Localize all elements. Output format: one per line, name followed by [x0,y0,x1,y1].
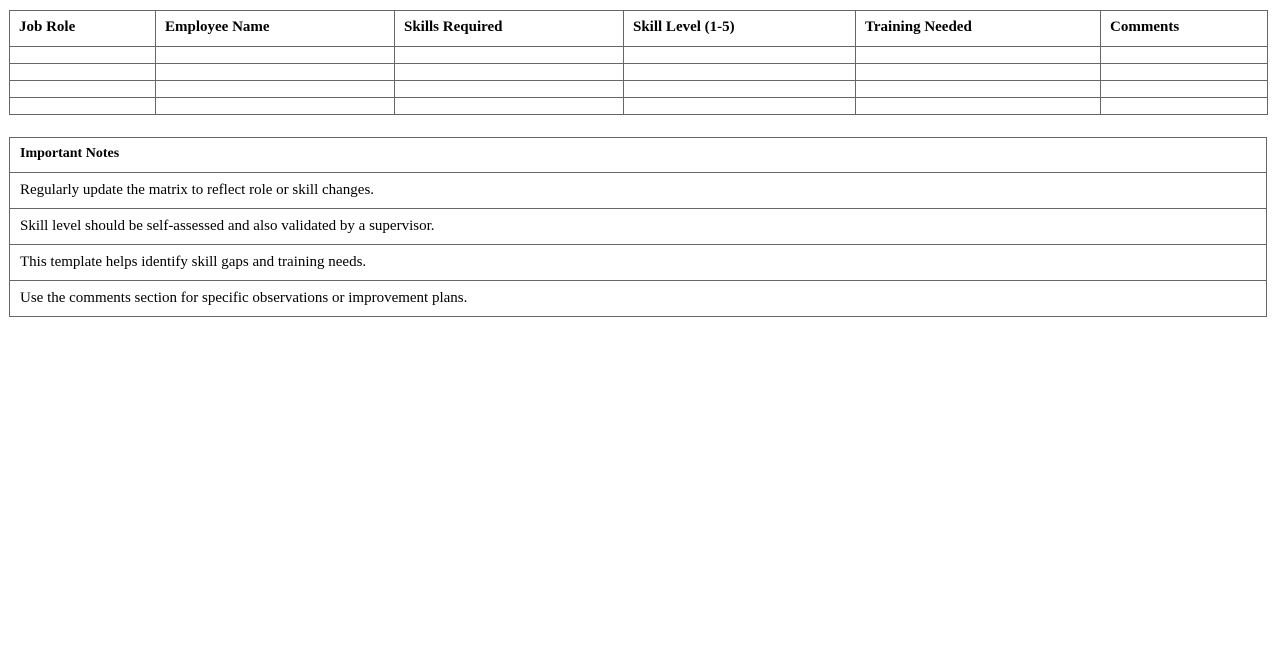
table-row[interactable] [10,98,1268,115]
table-row[interactable] [10,64,1268,81]
cell-comments[interactable] [1101,47,1268,64]
column-header-job-role: Job Role [10,11,156,47]
notes-row [10,208,1267,244]
cell-employee-name[interactable] [156,47,395,64]
cell-skills-required[interactable] [395,98,624,115]
skills-matrix-table [9,10,1268,115]
cell-training-needed[interactable] [856,98,1101,115]
note-item: Skill level should be self-assessed and also validated by a supervisor. [10,208,1267,244]
notes-header-row [10,138,1267,173]
cell-employee-name[interactable] [156,98,395,115]
note-item: Regularly update the matrix to reflect role or skill changes. [10,172,1267,208]
cell-job-role[interactable] [10,98,156,115]
note-item: This template helps identify skill gaps and training needs. [10,244,1267,280]
cell-skills-required[interactable] [395,81,624,98]
notes-row [10,172,1267,208]
cell-training-needed[interactable] [856,64,1101,81]
cell-comments[interactable] [1101,64,1268,81]
cell-job-role[interactable] [10,64,156,81]
column-header-employee-name: Employee Name [156,11,395,47]
cell-comments[interactable] [1101,81,1268,98]
important-notes-table [9,137,1267,317]
column-header-skills-required: Skills Required [395,11,624,47]
cell-job-role[interactable] [10,47,156,64]
cell-skills-required[interactable] [395,64,624,81]
cell-comments[interactable] [1101,98,1268,115]
cell-skill-level[interactable] [624,98,856,115]
table-row[interactable] [10,47,1268,64]
cell-training-needed[interactable] [856,47,1101,64]
notes-row [10,244,1267,280]
cell-employee-name[interactable] [156,64,395,81]
cell-skill-level[interactable] [624,81,856,98]
note-item: Use the comments section for specific observations or improvement plans. [10,280,1267,316]
cell-skills-required[interactable] [395,47,624,64]
cell-employee-name[interactable] [156,81,395,98]
cell-skill-level[interactable] [624,47,856,64]
column-header-skill-level: Skill Level (1-5) [624,11,856,47]
column-header-training-needed: Training Needed [856,11,1101,47]
column-header-comments: Comments [1101,11,1268,47]
table-header-row [10,11,1268,47]
cell-job-role[interactable] [10,81,156,98]
cell-training-needed[interactable] [856,81,1101,98]
notes-heading: Important Notes [10,138,1267,173]
table-row[interactable] [10,81,1268,98]
cell-skill-level[interactable] [624,64,856,81]
notes-row [10,280,1267,316]
document-page [0,10,1278,660]
